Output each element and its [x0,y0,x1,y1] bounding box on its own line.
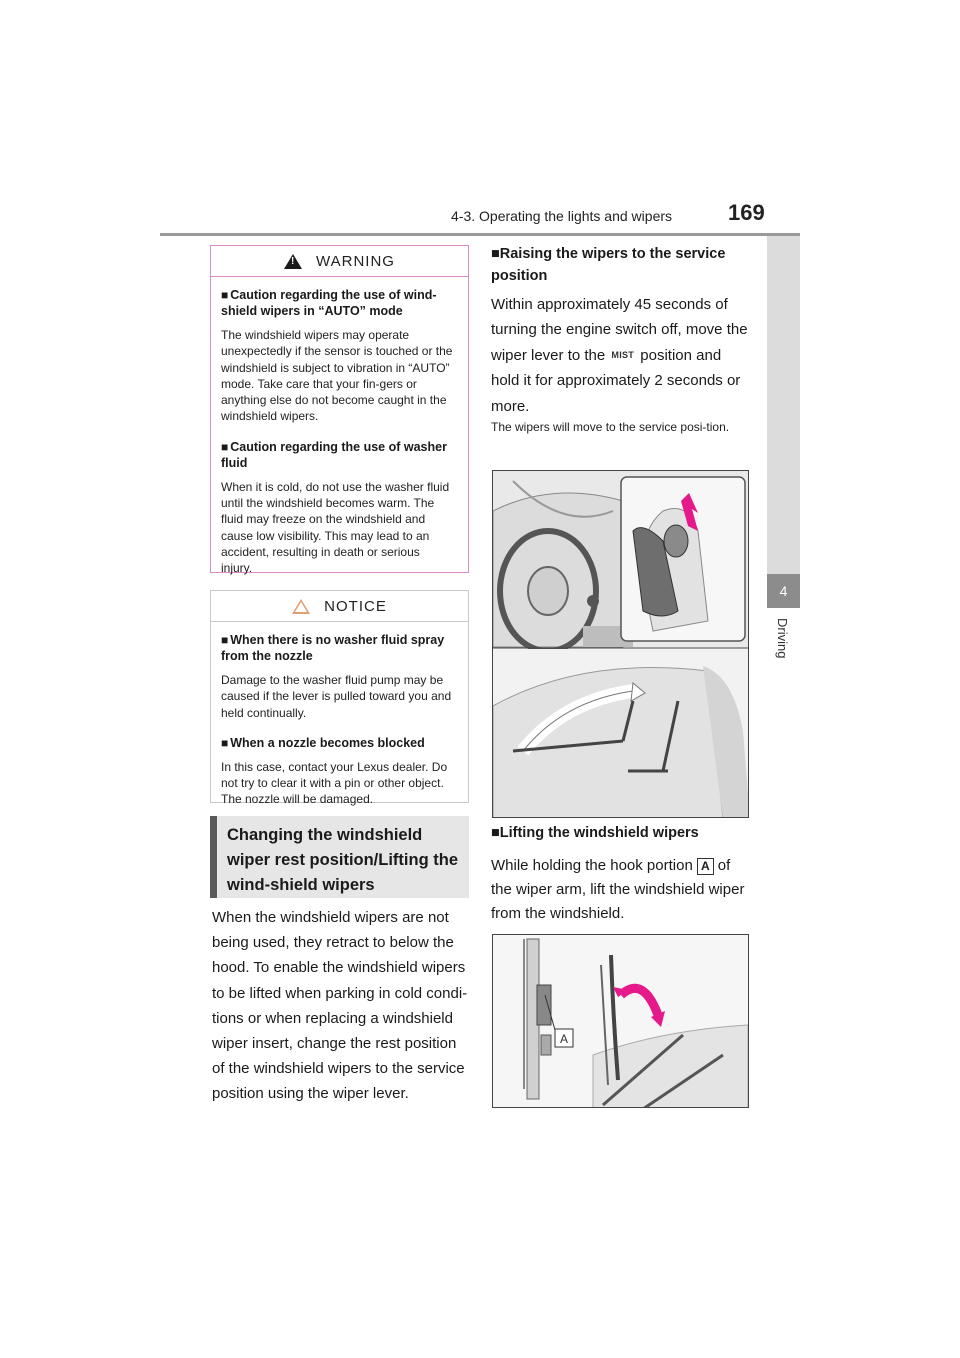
warning-item-heading: ■ Caution regarding the use of washer fluid [221,439,447,470]
warning-triangle-icon [284,254,302,269]
chapter-number: 4 [767,574,800,608]
chapter-tab [767,236,800,608]
raising-text: Within approximately 45 seconds of turning the engine switch off, move the wiper lever to the MIST position and hold it for approximately 2 seconds or more. [491,296,748,415]
notice-header [211,591,468,622]
lifting-heading: ■Lifting the windshield wipers [491,825,699,841]
notice-box [210,590,469,807]
notice-item-heading: ■ When there is no washer fluid spray from the nozzle [221,633,445,663]
warning-body [211,277,468,577]
raising-heading: ■Raising the wipers to the service position [491,246,726,284]
lifting-text: While holding the hook portion A of the wiper arm, lift the windshield wiper from the windshield. [491,857,745,922]
notice-title: NOTICE [324,597,387,615]
wiper-lever-svg [493,471,749,818]
bullet-square-icon: ■ [491,246,500,262]
callout-a-label: A [697,858,714,875]
page-number: 169 [728,200,765,225]
header-rule [160,233,800,236]
bullet-square-icon: ■ [491,825,500,841]
warning-item-text: The windshield wipers may operate unexpectedly if the sensor is touched or the windshield is subject to vibration in “AUTO” mode. Take care that your fin-gers or anything else do not become caught in the windshield wipers. [221,328,453,424]
mist-position-icon: MIST [611,349,635,360]
notice-body [211,622,468,808]
warning-title: WARNING [316,252,395,270]
warning-item-heading: ■ Caution regarding the use of wind-shield wipers in “AUTO” mode [221,288,437,318]
bullet-square-icon: ■ [221,735,229,750]
warning-header [211,246,468,277]
bullet-square-icon: ■ [221,633,229,647]
chapter-label-wrap [775,618,806,688]
wiper-lever-illustration [492,470,749,818]
raising-note: The wipers will move to the service posi-tion. [491,420,730,434]
notice-triangle-icon [292,599,310,614]
lifting-wiper-svg [493,935,749,1108]
chapter-label: Driving [775,618,790,659]
warning-box [210,245,469,576]
section-heading: Changing the windshield wiper rest position/Lifting the wind-shield wipers [210,816,469,898]
header-section-title: 4-3. Operating the lights and wipers [451,208,673,224]
bullet-square-icon: ■ [221,439,229,454]
section-body: When the windshield wipers are not being used, they retract to below the hood. To enable the windshield wipers to be lifted when parking in cold condi-tions or when replacing a windshield wiper insert, change the rest position of the windshield wipers to the service position using the wiper lever. [212,909,468,1103]
notice-item-heading: ■ When a nozzle becomes blocked [221,735,425,750]
lifting-wiper-illustration [492,934,749,1108]
notice-item-text: Damage to the washer fluid pump may be caused if the lever is pulled toward you and held continually. [221,673,452,720]
warning-item-text: When it is cold, do not use the washer fluid until the windshield becomes warm. The fluid may freeze on the windshield and cause low visibility. This may lead to an accident, resulting in death or serious injury. [221,479,450,576]
figure-callout-a: A [559,1032,569,1046]
bullet-square-icon: ■ [221,288,229,302]
notice-item-text: In this case, contact your Lexus dealer. Do not try to clear it with a pin or other object. The nozzle will be damaged. [221,759,448,807]
